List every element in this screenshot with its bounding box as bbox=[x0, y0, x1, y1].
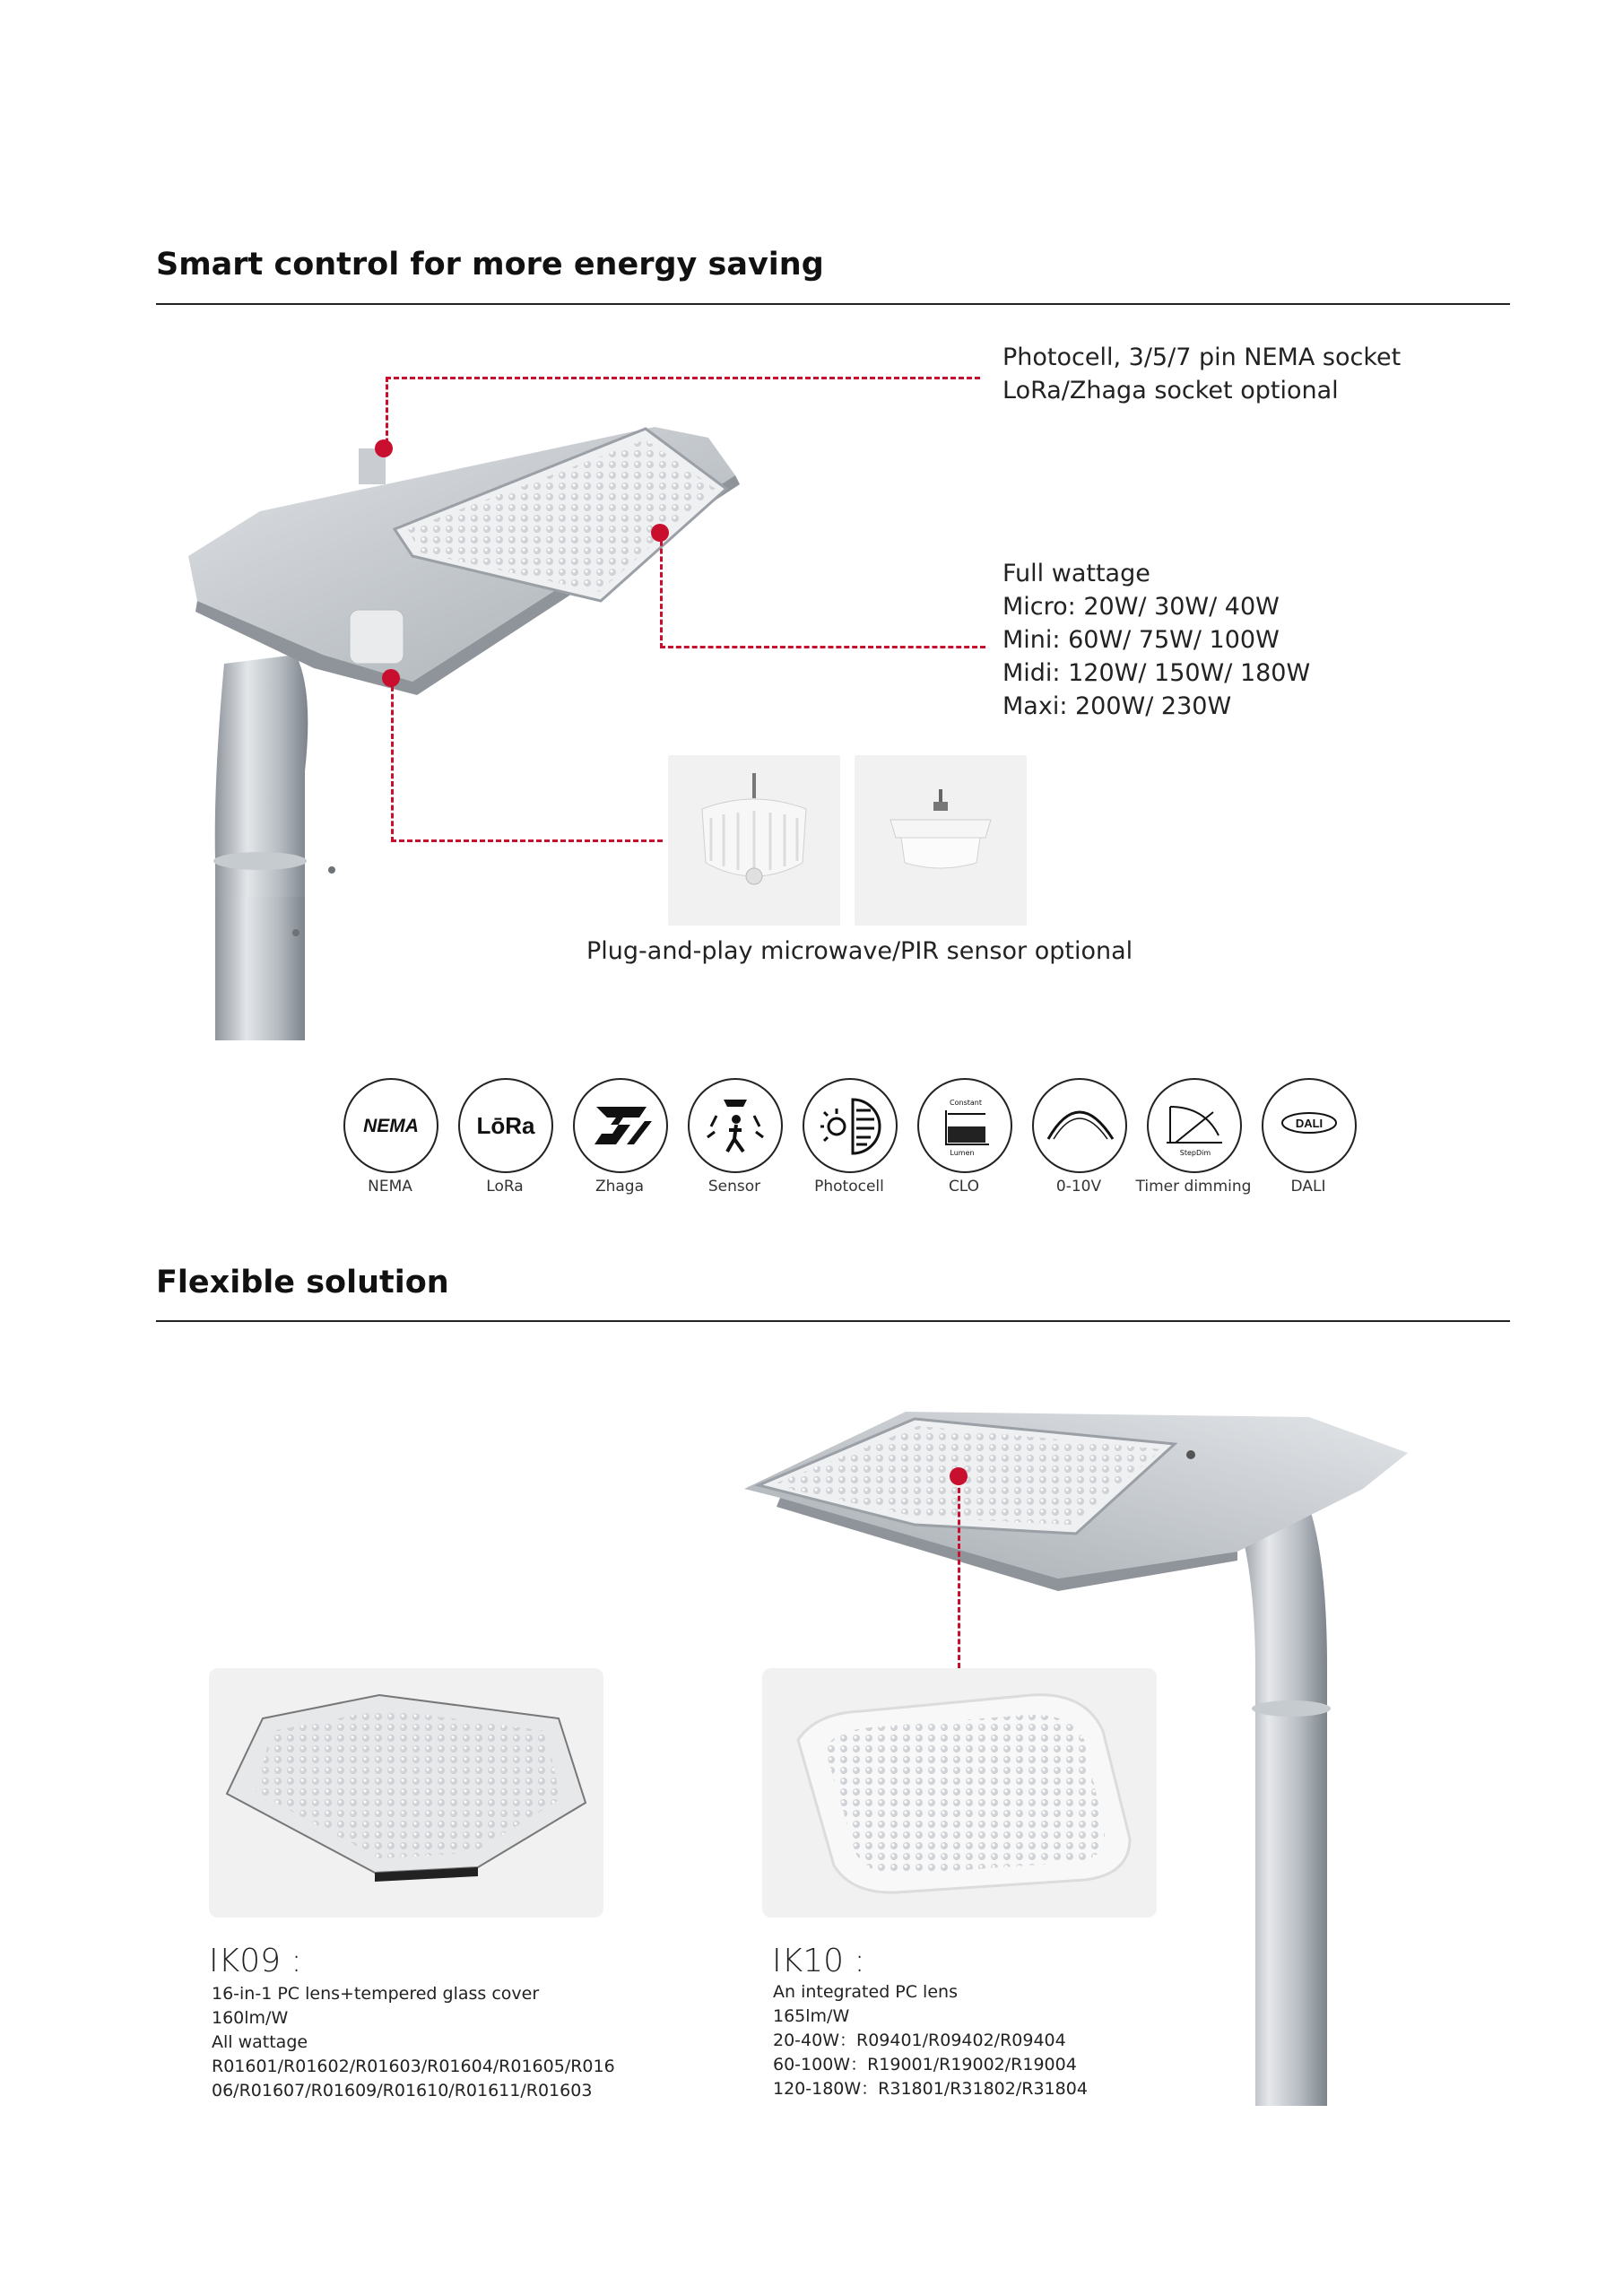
section-title-smart-control: Smart control for more energy saving bbox=[156, 247, 824, 283]
timer-dimming-icon bbox=[1147, 1078, 1242, 1173]
ik10-spec-line: 60-100W：R19001/R19002/R19004 bbox=[773, 2055, 1077, 2074]
control-label: Timer dimming bbox=[1135, 1178, 1252, 1196]
sensor-icon bbox=[688, 1078, 783, 1173]
lora-icon-glyph: LōRa bbox=[476, 1112, 535, 1139]
clo-lumen-text: Lumen bbox=[950, 1149, 975, 1157]
control-label: Sensor bbox=[707, 1178, 761, 1196]
control-label: Zhaga bbox=[595, 1178, 645, 1196]
ik09-spec-line: All wattage bbox=[212, 2032, 308, 2052]
marker-dot-socket bbox=[375, 439, 393, 457]
clo-icon bbox=[917, 1078, 1012, 1173]
ik10-spec-line: 165lm/W bbox=[773, 2006, 850, 2026]
control-label: NEMA bbox=[368, 1178, 412, 1196]
control-label: DALI bbox=[1290, 1178, 1326, 1196]
control-label: LoRa bbox=[486, 1178, 524, 1196]
ik09-spec-line: R01601/R01602/R01603/R01604/R01605/R016 bbox=[212, 2057, 615, 2076]
clo-constant-text: Constant bbox=[950, 1099, 982, 1107]
callout-wattage bbox=[1002, 557, 1310, 723]
callout-wattage-line: Micro: 20W/ 30W/ 40W bbox=[1002, 593, 1280, 621]
section-rule bbox=[156, 1320, 1510, 1322]
ik10-spec-line: 20-40W：R09401/R09402/R09404 bbox=[773, 2031, 1066, 2050]
ik09-title: IK09 : bbox=[209, 1943, 302, 1979]
callout-socket-line: Photocell, 3/5/7 pin NEMA socket bbox=[1002, 344, 1402, 371]
callout-wattage-line: Midi: 120W/ 150W/ 180W bbox=[1002, 659, 1311, 687]
ik10-spec-list bbox=[773, 1980, 1088, 2101]
control-label: 0-10V bbox=[1055, 1178, 1102, 1196]
dali-icon bbox=[1262, 1078, 1357, 1173]
ik10-title: IK10 : bbox=[772, 1943, 865, 1979]
control-label: Photocell bbox=[814, 1178, 884, 1196]
section-rule bbox=[156, 303, 1510, 305]
callout-socket bbox=[1002, 341, 1401, 407]
callout-wattage-line: Maxi: 200W/ 230W bbox=[1002, 692, 1232, 720]
section-title-flexible: Flexible solution bbox=[156, 1265, 449, 1300]
dali-icon-glyph: DALI bbox=[1295, 1117, 1324, 1130]
timer-stepdim-text: StepDim bbox=[1179, 1149, 1211, 1157]
ik09-spec-line: 06/R01607/R01609/R01610/R01611/R01603 bbox=[212, 2081, 593, 2100]
sensor-photo-microwave bbox=[668, 755, 840, 926]
ik09-spec-line: 16-in-1 PC lens+tempered glass cover bbox=[212, 1984, 540, 2004]
leader-line-wattage bbox=[660, 533, 985, 648]
leader-line-socket bbox=[386, 377, 980, 451]
ik09-spec-line: 160lm/W bbox=[212, 2008, 289, 2028]
sensor-photo-pir bbox=[855, 755, 1027, 926]
ik10-spec-line: 120-180W：R31801/R31802/R31804 bbox=[773, 2079, 1088, 2099]
control-label: CLO bbox=[948, 1178, 980, 1196]
ik10-lens-photo bbox=[762, 1668, 1157, 1918]
nema-icon-glyph: NEMA bbox=[363, 1116, 419, 1136]
lora-icon bbox=[458, 1078, 553, 1173]
nema-icon bbox=[343, 1078, 438, 1173]
leader-line-lens bbox=[958, 1480, 960, 1668]
callout-wattage-line: Mini: 60W/ 75W/ 100W bbox=[1002, 626, 1280, 654]
ik09-lens-photo bbox=[209, 1668, 603, 1918]
sensor-caption: Plug-and-play microwave/PIR sensor optional bbox=[586, 937, 1133, 965]
zhaga-icon bbox=[573, 1078, 668, 1173]
dimming-curve-icon bbox=[1032, 1078, 1127, 1173]
ik09-spec-list bbox=[212, 1982, 615, 2103]
photocell-icon bbox=[803, 1078, 898, 1173]
callout-socket-line: LoRa/Zhaga socket optional bbox=[1002, 377, 1339, 404]
callout-wattage-line: Full wattage bbox=[1002, 560, 1150, 587]
ik10-spec-line: An integrated PC lens bbox=[773, 1982, 958, 2002]
leader-line-sensor bbox=[391, 678, 663, 842]
